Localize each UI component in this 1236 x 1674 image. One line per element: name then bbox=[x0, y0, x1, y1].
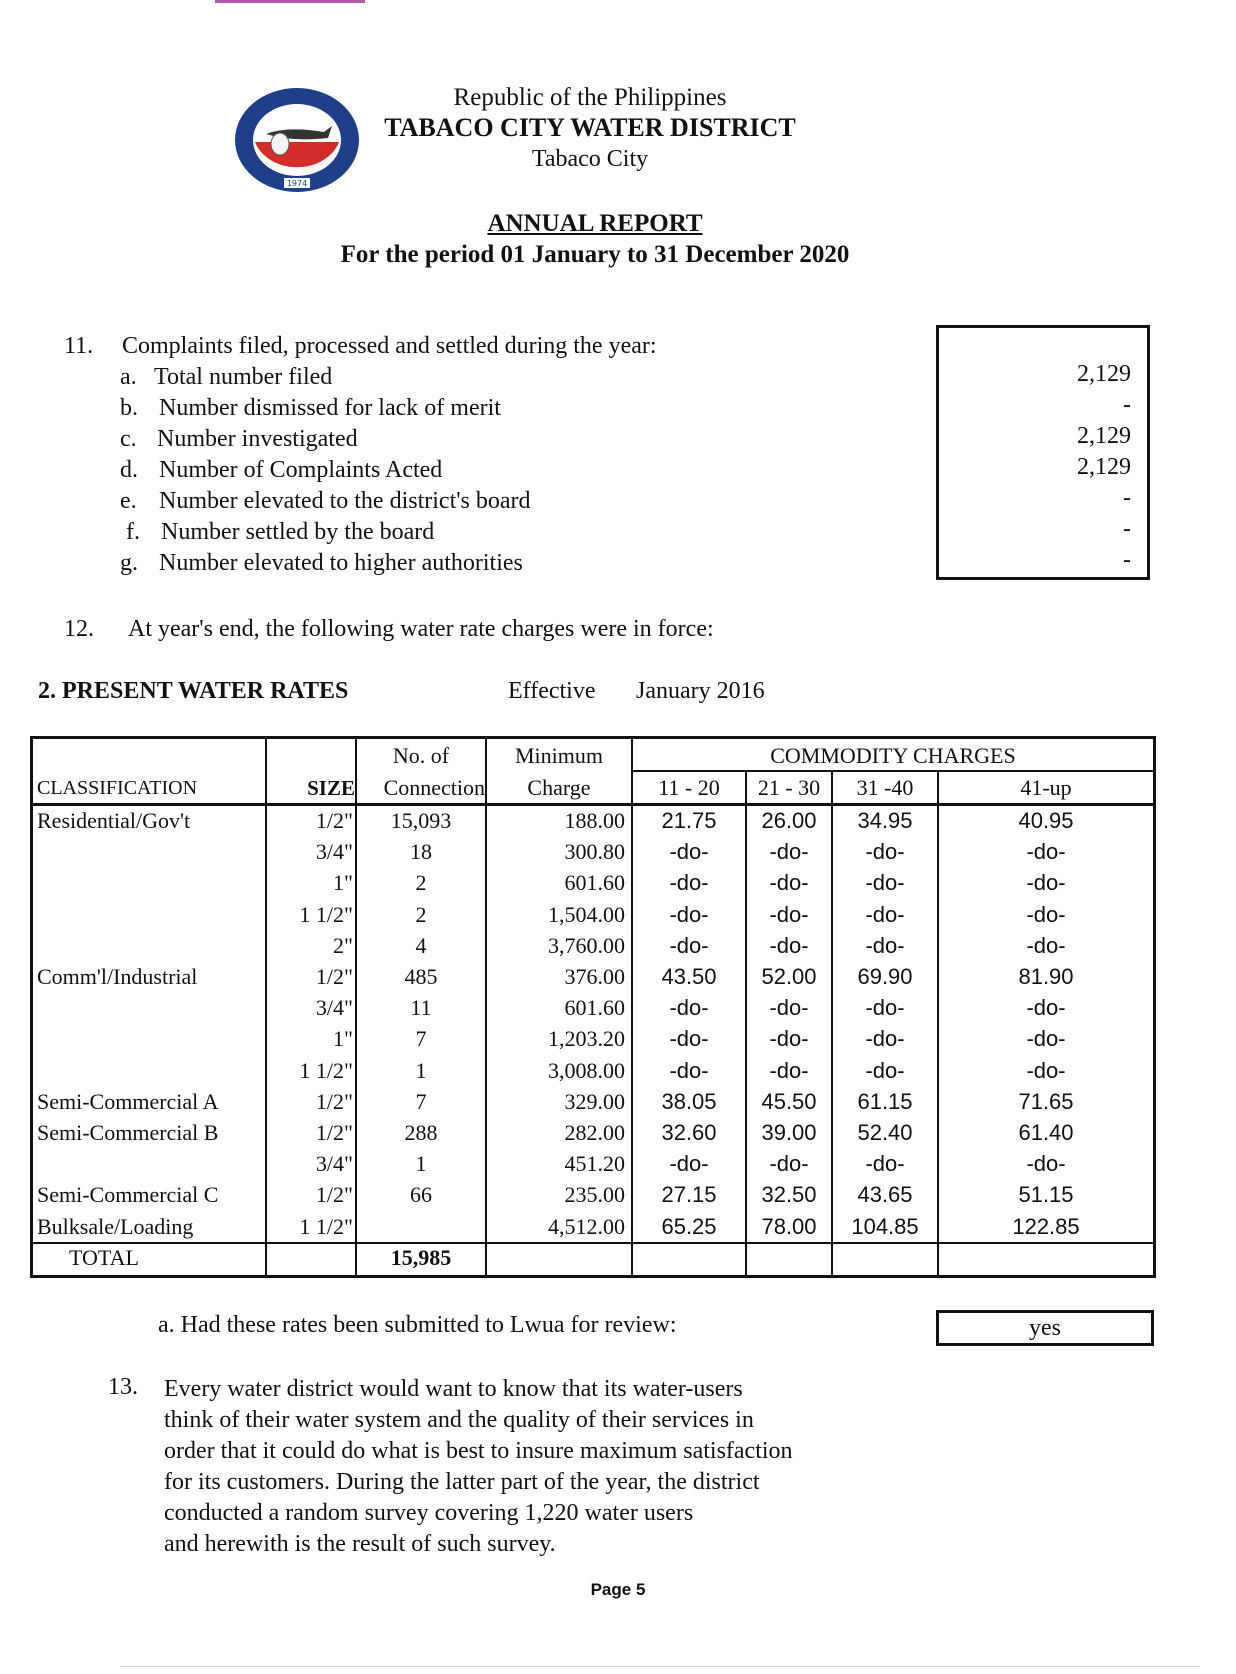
report-title: ANNUAL REPORT bbox=[487, 210, 703, 237]
cell-cls: Semi-Commercial C bbox=[37, 1182, 219, 1208]
cell-size: 3/4" bbox=[315, 995, 353, 1021]
water-rates-table bbox=[30, 736, 1156, 1278]
section13-paragraph bbox=[164, 1374, 954, 1560]
rates-effective-value: January 2016 bbox=[636, 678, 765, 704]
cell-c4: -do- bbox=[1026, 870, 1066, 896]
cell-c3: -do- bbox=[865, 839, 905, 865]
cell-c4: 61.40 bbox=[1018, 1120, 1074, 1145]
cell-c2: -do- bbox=[769, 1026, 809, 1052]
cell-c1: 65.25 bbox=[661, 1213, 717, 1239]
total-label: TOTAL bbox=[69, 1245, 139, 1270]
cell-conn: 66 bbox=[410, 1182, 432, 1208]
item-label: Number dismissed for lack of merit bbox=[159, 395, 501, 421]
page-number: Page 5 bbox=[590, 1580, 646, 1599]
cell-c4: -do- bbox=[1026, 1151, 1066, 1177]
cell-c2: 52.00 bbox=[761, 964, 817, 989]
cell-c2: -do- bbox=[769, 870, 809, 896]
cell-c4: -do- bbox=[1026, 839, 1066, 865]
bottom-edge-line bbox=[120, 1666, 1200, 1667]
header-republic: Republic of the Philippines bbox=[453, 84, 727, 111]
paragraph-line: think of their water system and the quality of their services in bbox=[164, 1407, 754, 1433]
header-connections-bottom: Connection bbox=[383, 775, 485, 800]
item-label: Number elevated to higher authorities bbox=[159, 550, 523, 576]
cell-c4: -do- bbox=[1026, 1026, 1066, 1052]
cell-size: 3/4" bbox=[315, 839, 353, 865]
cell-min: 1,203.20 bbox=[548, 1026, 625, 1052]
cell-c1: -do- bbox=[669, 1026, 709, 1052]
value-total-filed: 2,129 bbox=[1077, 361, 1131, 387]
cell-size: 1/2" bbox=[315, 1120, 353, 1145]
report-period: For the period 01 January to 31 December 2020 bbox=[340, 241, 850, 268]
cell-min: 329.00 bbox=[564, 1088, 625, 1114]
cell-c3: -do- bbox=[865, 995, 905, 1021]
cell-c3: -do- bbox=[865, 1026, 905, 1052]
header-range-21-30: 21 - 30 bbox=[757, 775, 821, 800]
cell-c3: 52.40 bbox=[857, 1120, 913, 1145]
cell-min: 601.60 bbox=[564, 995, 625, 1021]
cell-c4: -do- bbox=[1026, 1057, 1066, 1083]
cell-conn: 485 bbox=[404, 964, 438, 989]
cell-size: 3/4" bbox=[315, 1151, 353, 1177]
cell-c2: -do- bbox=[769, 1151, 809, 1177]
item-letter: f. bbox=[126, 519, 140, 545]
cell-c2: -do- bbox=[769, 932, 809, 958]
header-minimum-top: Minimum bbox=[514, 743, 603, 768]
cell-size: 2" bbox=[333, 932, 353, 958]
cell-conn: 2 bbox=[415, 901, 427, 927]
cell-cls: Comm'l/Industrial bbox=[37, 964, 198, 989]
cell-conn: 288 bbox=[404, 1120, 438, 1145]
item-letter: b. bbox=[120, 395, 138, 421]
cell-c3: -do- bbox=[865, 932, 905, 958]
cell-c4: 122.85 bbox=[1012, 1213, 1080, 1239]
header-range-41-up: 41-up bbox=[1020, 775, 1072, 800]
rates-effective-label: Effective bbox=[508, 678, 596, 704]
section11-number: 11. bbox=[64, 333, 94, 359]
header-city: Tabaco City bbox=[531, 146, 649, 172]
cell-c1: -do- bbox=[669, 870, 709, 896]
review-question: a. Had these rates been submitted to Lwua for review: bbox=[158, 1312, 677, 1338]
header-classification: CLASSIFICATION bbox=[37, 777, 198, 799]
section12-text: At year's end, the following water rate charges were in force: bbox=[128, 616, 714, 642]
header-range-11-20: 11 - 20 bbox=[658, 775, 720, 800]
cell-min: 300.80 bbox=[564, 839, 625, 865]
cell-c1: 38.05 bbox=[661, 1088, 717, 1114]
paragraph-line: and herewith is the result of such survey. bbox=[164, 1531, 556, 1557]
cell-c3: 43.65 bbox=[857, 1182, 913, 1208]
cell-c1: -do- bbox=[669, 1057, 709, 1083]
value-investigated: 2,129 bbox=[1077, 423, 1131, 449]
cell-c2: 26.00 bbox=[761, 808, 817, 833]
cell-size: 1" bbox=[333, 1026, 353, 1052]
cell-c2: -do- bbox=[769, 1057, 809, 1083]
cell-c2: -do- bbox=[769, 839, 809, 865]
cell-size: 1" bbox=[333, 870, 353, 896]
value-elevated-higher: - bbox=[1123, 547, 1131, 573]
review-answer-box bbox=[936, 1310, 1154, 1346]
cell-min: 1,504.00 bbox=[548, 901, 625, 927]
cell-cls: Semi-Commercial A bbox=[37, 1088, 219, 1114]
item-label: Number settled by the board bbox=[161, 519, 435, 545]
item-label: Number investigated bbox=[157, 426, 358, 452]
cell-min: 376.00 bbox=[564, 964, 625, 989]
cell-c2: -do- bbox=[769, 995, 809, 1021]
cell-c1: -do- bbox=[669, 839, 709, 865]
cell-c4: 40.95 bbox=[1018, 808, 1074, 833]
value-elevated-board: - bbox=[1123, 485, 1131, 511]
cell-conn: 7 bbox=[415, 1088, 427, 1114]
cell-conn: 4 bbox=[415, 932, 427, 958]
cell-c1: 27.15 bbox=[661, 1182, 717, 1208]
value-acted: 2,129 bbox=[1077, 454, 1131, 480]
item-label: Number of Complaints Acted bbox=[159, 457, 443, 483]
cell-c1: 21.75 bbox=[661, 808, 717, 833]
header-minimum-bottom: Charge bbox=[527, 775, 591, 800]
cell-min: 188.00 bbox=[564, 808, 625, 833]
review-answer: yes bbox=[1029, 1315, 1061, 1341]
cell-c3: -do- bbox=[865, 901, 905, 927]
value-dismissed: - bbox=[1123, 392, 1131, 418]
section13-number: 13. bbox=[108, 1374, 138, 1400]
cell-conn: 11 bbox=[410, 995, 432, 1021]
cell-min: 282.00 bbox=[564, 1120, 625, 1145]
paragraph-line: Every water district would want to know that its water-users bbox=[164, 1376, 743, 1402]
cell-c4: -do- bbox=[1026, 901, 1066, 927]
paragraph-line: order that it could do what is best to insure maximum satisfaction bbox=[164, 1438, 793, 1464]
cell-c1: 43.50 bbox=[661, 964, 717, 989]
cell-c3: -do- bbox=[865, 870, 905, 896]
value-settled-board: - bbox=[1123, 516, 1131, 542]
cell-c1: -do- bbox=[669, 995, 709, 1021]
cell-size: 1/2" bbox=[315, 1182, 353, 1208]
header-range-31-40: 31 -40 bbox=[856, 775, 914, 800]
cell-min: 601.60 bbox=[564, 870, 625, 896]
cell-size: 1 1/2" bbox=[299, 1213, 353, 1239]
cell-conn: 2 bbox=[415, 870, 427, 896]
cell-c3: 104.85 bbox=[851, 1213, 919, 1239]
cell-size: 1/2" bbox=[315, 964, 353, 989]
cell-c2: 39.00 bbox=[761, 1120, 817, 1145]
cell-c3: -do- bbox=[865, 1151, 905, 1177]
top-edge-mark bbox=[215, 0, 365, 3]
cell-c4: 71.65 bbox=[1018, 1088, 1074, 1114]
cell-conn: 1 bbox=[415, 1057, 427, 1083]
cell-c1: -do- bbox=[669, 932, 709, 958]
section12-number: 12. bbox=[64, 616, 94, 642]
svg-text:1974: 1974 bbox=[286, 179, 308, 188]
item-letter: g. bbox=[120, 550, 138, 576]
cell-min: 3,008.00 bbox=[548, 1057, 625, 1083]
paragraph-line: for its customers. During the latter part of the year, the district bbox=[164, 1469, 760, 1495]
cell-size: 1 1/2" bbox=[299, 901, 353, 927]
cell-conn: 1 bbox=[415, 1151, 427, 1177]
cell-min: 3,760.00 bbox=[548, 932, 625, 958]
cell-c1: 32.60 bbox=[661, 1120, 717, 1145]
item-letter: d. bbox=[120, 457, 138, 483]
cell-c2: 78.00 bbox=[761, 1213, 817, 1239]
total-connections: 15,985 bbox=[390, 1245, 452, 1270]
section11-heading: Complaints filed, processed and settled during the year: bbox=[122, 333, 657, 359]
cell-min: 235.00 bbox=[564, 1182, 625, 1208]
item-label: Number elevated to the district's board bbox=[159, 488, 531, 514]
cell-c4: 81.90 bbox=[1018, 964, 1074, 989]
cell-size: 1/2" bbox=[315, 808, 353, 833]
cell-cls: Bulksale/Loading bbox=[37, 1213, 194, 1239]
item-letter: e. bbox=[120, 488, 137, 514]
cell-c2: 32.50 bbox=[761, 1182, 817, 1208]
item-letter: a. bbox=[120, 364, 137, 390]
cell-size: 1 1/2" bbox=[299, 1057, 353, 1083]
complaints-values-box bbox=[936, 325, 1150, 580]
cell-size: 1/2" bbox=[315, 1088, 353, 1114]
cell-c2: -do- bbox=[769, 901, 809, 927]
cell-c3: 69.90 bbox=[857, 964, 913, 989]
cell-c3: -do- bbox=[865, 1057, 905, 1083]
cell-conn: 15,093 bbox=[390, 808, 452, 833]
cell-c3: 61.15 bbox=[857, 1088, 913, 1114]
item-label: Total number filed bbox=[154, 364, 333, 390]
cell-c4: 51.15 bbox=[1018, 1182, 1074, 1208]
cell-conn: 18 bbox=[410, 839, 432, 865]
rates-title: 2. PRESENT WATER RATES bbox=[38, 678, 349, 704]
cell-c1: -do- bbox=[669, 901, 709, 927]
cell-min: 451.20 bbox=[564, 1151, 625, 1177]
cell-c1: -do- bbox=[669, 1151, 709, 1177]
cell-min: 4,512.00 bbox=[548, 1213, 625, 1239]
cell-c4: -do- bbox=[1026, 995, 1066, 1021]
paragraph-line: conducted a random survey covering 1,220 water users bbox=[164, 1500, 694, 1526]
cell-conn: 7 bbox=[415, 1026, 427, 1052]
header-connections-top: No. of bbox=[392, 743, 450, 768]
item-letter: c. bbox=[120, 426, 137, 452]
header-size: SIZE bbox=[307, 776, 355, 800]
header-district-name: TABACO CITY WATER DISTRICT bbox=[384, 113, 796, 142]
cell-cls: Residential/Gov't bbox=[37, 808, 191, 833]
cell-c4: -do- bbox=[1026, 932, 1066, 958]
cell-c3: 34.95 bbox=[857, 808, 913, 833]
cell-cls: Semi-Commercial B bbox=[37, 1120, 219, 1145]
header-commodity-charges: COMMODITY CHARGES bbox=[770, 743, 1016, 768]
cell-c2: 45.50 bbox=[761, 1088, 817, 1114]
